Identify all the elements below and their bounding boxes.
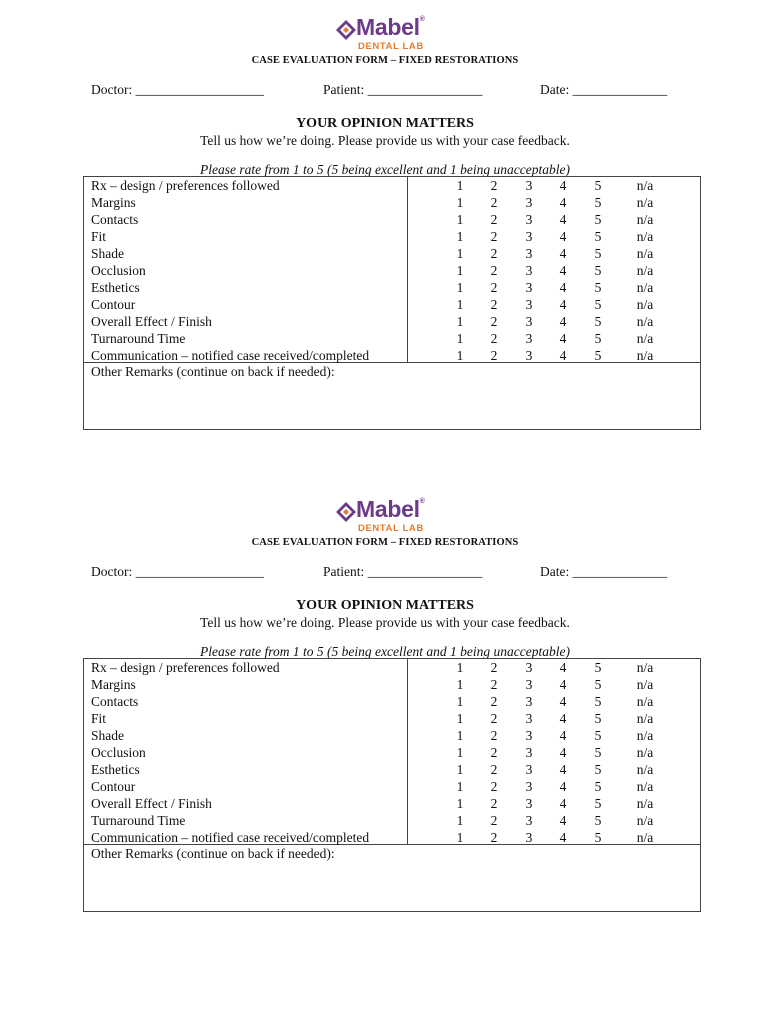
- logo-subtitle: DENTAL LAB: [358, 41, 424, 52]
- rating-option-1[interactable]: 1: [456, 694, 464, 709]
- logo-name: Mabel: [356, 14, 420, 40]
- rating-row: [84, 659, 700, 676]
- rating-option-1[interactable]: 1: [456, 178, 464, 193]
- rating-option-5[interactable]: 5: [594, 779, 602, 794]
- rating-option-na[interactable]: n/a: [636, 246, 654, 261]
- rating-row: [84, 228, 700, 245]
- form-title: CASE EVALUATION FORM – FIXED RESTORATIONS: [251, 537, 519, 548]
- rating-option-1[interactable]: 1: [456, 263, 464, 278]
- rating-option-4[interactable]: 4: [559, 677, 567, 692]
- criterion-label: Margins: [91, 677, 136, 692]
- rating-option-2[interactable]: 2: [490, 745, 498, 760]
- rating-option-1[interactable]: 1: [456, 711, 464, 726]
- rating-row: [84, 296, 700, 313]
- rating-option-1[interactable]: 1: [456, 660, 464, 675]
- criterion-label: Overall Effect / Finish: [91, 796, 212, 811]
- rating-option-na[interactable]: n/a: [636, 728, 654, 743]
- rating-option-5[interactable]: 5: [594, 796, 602, 811]
- rating-option-5[interactable]: 5: [594, 263, 602, 278]
- rating-row: [84, 262, 700, 279]
- criterion-label: Margins: [91, 195, 136, 210]
- rating-option-4[interactable]: 4: [559, 297, 567, 312]
- rating-option-2[interactable]: 2: [490, 195, 498, 210]
- rating-row: [84, 313, 700, 330]
- rating-row: [84, 330, 700, 347]
- rating-option-3[interactable]: 3: [525, 660, 533, 675]
- rating-option-2[interactable]: 2: [490, 660, 498, 675]
- rating-option-na[interactable]: n/a: [636, 660, 654, 675]
- criterion-label: Contour: [91, 297, 136, 312]
- rating-option-5[interactable]: 5: [594, 813, 602, 828]
- rating-option-1[interactable]: 1: [456, 745, 464, 760]
- mabel-logo: [335, 16, 435, 56]
- rating-row: [84, 245, 700, 262]
- rating-option-4[interactable]: 4: [559, 779, 567, 794]
- date-field[interactable]: Date: ______________: [540, 82, 668, 97]
- criterion-label: Occlusion: [91, 263, 146, 278]
- rating-option-2[interactable]: 2: [490, 263, 498, 278]
- headline: YOUR OPINION MATTERS: [296, 598, 474, 613]
- rating-option-na[interactable]: n/a: [636, 229, 654, 244]
- rating-option-5[interactable]: 5: [594, 677, 602, 692]
- rating-option-4[interactable]: 4: [559, 280, 567, 295]
- rating-option-4[interactable]: 4: [559, 762, 567, 777]
- criterion-label: Contour: [91, 779, 136, 794]
- rating-option-1[interactable]: 1: [456, 348, 464, 363]
- mabel-logo: [335, 498, 435, 538]
- tooth-diamond-icon: [335, 19, 357, 41]
- rating-option-4[interactable]: 4: [559, 796, 567, 811]
- rating-option-3[interactable]: 3: [525, 314, 533, 329]
- rating-option-1[interactable]: 1: [456, 830, 464, 845]
- rating-option-1[interactable]: 1: [456, 728, 464, 743]
- criterion-label: Turnaround Time: [91, 813, 186, 828]
- rating-option-5[interactable]: 5: [594, 280, 602, 295]
- criterion-label: Communication – notified case received/completed: [91, 830, 370, 845]
- logo-subtitle: DENTAL LAB: [358, 523, 424, 534]
- rating-option-4[interactable]: 4: [559, 314, 567, 329]
- rating-option-1[interactable]: 1: [456, 280, 464, 295]
- rating-option-na[interactable]: n/a: [636, 348, 654, 363]
- rating-option-2[interactable]: 2: [490, 813, 498, 828]
- rating-row: [84, 676, 700, 693]
- rating-option-3[interactable]: 3: [525, 796, 533, 811]
- rating-option-1[interactable]: 1: [456, 229, 464, 244]
- rating-option-4[interactable]: 4: [559, 728, 567, 743]
- rating-option-3[interactable]: 3: [525, 195, 533, 210]
- rating-row: [84, 744, 700, 761]
- rating-option-5[interactable]: 5: [594, 660, 602, 675]
- rating-option-4[interactable]: 4: [559, 331, 567, 346]
- rating-table: [83, 658, 701, 912]
- rating-option-3[interactable]: 3: [525, 694, 533, 709]
- rating-row: [84, 211, 700, 228]
- rating-row: [84, 761, 700, 778]
- rating-option-na[interactable]: n/a: [636, 762, 654, 777]
- criterion-label: Fit: [91, 711, 107, 726]
- rating-option-na[interactable]: n/a: [636, 297, 654, 312]
- rating-option-3[interactable]: 3: [525, 711, 533, 726]
- rating-option-2[interactable]: 2: [490, 229, 498, 244]
- rating-instructions: Please rate from 1 to 5 (5 being excellent and 1 being unacceptable): [200, 644, 570, 659]
- rating-option-2[interactable]: 2: [490, 314, 498, 329]
- rating-option-na[interactable]: n/a: [636, 331, 654, 346]
- rating-option-4[interactable]: 4: [559, 212, 567, 227]
- rating-row: [84, 279, 700, 296]
- rating-option-5[interactable]: 5: [594, 711, 602, 726]
- rating-option-4[interactable]: 4: [559, 830, 567, 845]
- rating-option-na[interactable]: n/a: [636, 830, 654, 845]
- registered-mark: ®: [419, 498, 425, 505]
- rating-option-5[interactable]: 5: [594, 195, 602, 210]
- rating-option-3[interactable]: 3: [525, 331, 533, 346]
- rating-option-5[interactable]: 5: [594, 178, 602, 193]
- rating-option-2[interactable]: 2: [490, 694, 498, 709]
- rating-option-2[interactable]: 2: [490, 830, 498, 845]
- criterion-label: Fit: [91, 229, 107, 244]
- rating-option-3[interactable]: 3: [525, 246, 533, 261]
- rating-option-4[interactable]: 4: [559, 660, 567, 675]
- rating-row: [84, 727, 700, 744]
- criterion-label: Esthetics: [91, 280, 140, 295]
- rating-option-4[interactable]: 4: [559, 813, 567, 828]
- criterion-label: Overall Effect / Finish: [91, 314, 212, 329]
- rating-option-2[interactable]: 2: [490, 796, 498, 811]
- rating-option-5[interactable]: 5: [594, 728, 602, 743]
- rating-option-3[interactable]: 3: [525, 762, 533, 777]
- rating-option-5[interactable]: 5: [594, 229, 602, 244]
- rating-option-3[interactable]: 3: [525, 813, 533, 828]
- rating-option-3[interactable]: 3: [525, 728, 533, 743]
- rating-option-na[interactable]: n/a: [636, 677, 654, 692]
- rating-option-1[interactable]: 1: [456, 246, 464, 261]
- rating-instructions: Please rate from 1 to 5 (5 being excellent and 1 being unacceptable): [200, 162, 570, 177]
- criterion-label: Rx – design / preferences followed: [91, 178, 280, 193]
- rating-row: [84, 795, 700, 812]
- rating-option-1[interactable]: 1: [456, 813, 464, 828]
- rating-option-na[interactable]: n/a: [636, 813, 654, 828]
- patient-field[interactable]: Patient: _________________: [323, 82, 483, 97]
- logo-name: Mabel: [356, 496, 420, 522]
- rating-option-1[interactable]: 1: [456, 677, 464, 692]
- rating-option-3[interactable]: 3: [525, 178, 533, 193]
- rating-option-5[interactable]: 5: [594, 246, 602, 261]
- tooth-diamond-icon: [335, 501, 357, 523]
- rating-option-3[interactable]: 3: [525, 263, 533, 278]
- criterion-label: Shade: [91, 246, 124, 261]
- rating-option-5[interactable]: 5: [594, 314, 602, 329]
- rating-option-5[interactable]: 5: [594, 212, 602, 227]
- doctor-field[interactable]: Doctor: ___________________: [91, 82, 264, 97]
- rating-table: [83, 176, 701, 430]
- patient-field[interactable]: Patient: _________________: [323, 564, 483, 579]
- registered-mark: ®: [419, 16, 425, 23]
- rating-option-2[interactable]: 2: [490, 348, 498, 363]
- rating-option-na[interactable]: n/a: [636, 195, 654, 210]
- date-field[interactable]: Date: ______________: [540, 564, 668, 579]
- rating-option-4[interactable]: 4: [559, 745, 567, 760]
- rating-option-1[interactable]: 1: [456, 796, 464, 811]
- rating-row: [84, 778, 700, 795]
- rating-option-na[interactable]: n/a: [636, 212, 654, 227]
- rating-option-5[interactable]: 5: [594, 331, 602, 346]
- rating-option-2[interactable]: 2: [490, 331, 498, 346]
- rating-option-2[interactable]: 2: [490, 246, 498, 261]
- rating-option-na[interactable]: n/a: [636, 263, 654, 278]
- rating-option-4[interactable]: 4: [559, 694, 567, 709]
- rating-option-3[interactable]: 3: [525, 280, 533, 295]
- rating-option-na[interactable]: n/a: [636, 314, 654, 329]
- rating-option-1[interactable]: 1: [456, 195, 464, 210]
- form-title: CASE EVALUATION FORM – FIXED RESTORATIONS: [251, 55, 519, 66]
- rating-row: [84, 829, 700, 846]
- rating-option-2[interactable]: 2: [490, 728, 498, 743]
- rating-option-2[interactable]: 2: [490, 779, 498, 794]
- subheadline: Tell us how we’re doing. Please provide us with your case feedback.: [200, 615, 570, 630]
- rating-row: [84, 194, 700, 211]
- rating-option-na[interactable]: n/a: [636, 796, 654, 811]
- rating-option-2[interactable]: 2: [490, 711, 498, 726]
- evaluation-form-1: [0, 12, 770, 452]
- subheadline: Tell us how we’re doing. Please provide us with your case feedback.: [200, 133, 570, 148]
- headline: YOUR OPINION MATTERS: [296, 116, 474, 131]
- rating-option-1[interactable]: 1: [456, 762, 464, 777]
- rating-option-5[interactable]: 5: [594, 830, 602, 845]
- rating-row: [84, 693, 700, 710]
- criterion-label: Communication – notified case received/completed: [91, 348, 370, 363]
- rating-option-4[interactable]: 4: [559, 711, 567, 726]
- criterion-label: Rx – design / preferences followed: [91, 660, 280, 675]
- rating-option-na[interactable]: n/a: [636, 711, 654, 726]
- rating-option-3[interactable]: 3: [525, 229, 533, 244]
- criterion-label: Turnaround Time: [91, 331, 186, 346]
- rating-option-5[interactable]: 5: [594, 348, 602, 363]
- rating-option-5[interactable]: 5: [594, 297, 602, 312]
- rating-option-3[interactable]: 3: [525, 677, 533, 692]
- rating-option-2[interactable]: 2: [490, 178, 498, 193]
- evaluation-form-2: [0, 494, 770, 934]
- rating-option-na[interactable]: n/a: [636, 280, 654, 295]
- criterion-label: Contacts: [91, 212, 139, 227]
- rating-option-4[interactable]: 4: [559, 348, 567, 363]
- rating-option-5[interactable]: 5: [594, 694, 602, 709]
- rating-option-2[interactable]: 2: [490, 677, 498, 692]
- rating-option-4[interactable]: 4: [559, 178, 567, 193]
- rating-option-1[interactable]: 1: [456, 314, 464, 329]
- rating-option-4[interactable]: 4: [559, 229, 567, 244]
- rating-option-3[interactable]: 3: [525, 297, 533, 312]
- rating-option-1[interactable]: 1: [456, 779, 464, 794]
- rating-option-2[interactable]: 2: [490, 297, 498, 312]
- criterion-label: Esthetics: [91, 762, 140, 777]
- rating-option-3[interactable]: 3: [525, 348, 533, 363]
- rating-option-2[interactable]: 2: [490, 280, 498, 295]
- rating-option-3[interactable]: 3: [525, 779, 533, 794]
- rating-option-1[interactable]: 1: [456, 212, 464, 227]
- rating-option-1[interactable]: 1: [456, 331, 464, 346]
- rating-row: [84, 177, 700, 194]
- rating-row: [84, 710, 700, 727]
- criterion-label: Occlusion: [91, 745, 146, 760]
- rating-option-5[interactable]: 5: [594, 745, 602, 760]
- rating-option-2[interactable]: 2: [490, 762, 498, 777]
- criterion-label: Contacts: [91, 694, 139, 709]
- rating-option-3[interactable]: 3: [525, 212, 533, 227]
- rating-row: [84, 347, 700, 364]
- criterion-label: Shade: [91, 728, 124, 743]
- rating-option-4[interactable]: 4: [559, 246, 567, 261]
- doctor-field[interactable]: Doctor: ___________________: [91, 564, 264, 579]
- remarks-label[interactable]: Other Remarks (continue on back if needed):: [91, 846, 335, 861]
- rating-option-5[interactable]: 5: [594, 762, 602, 777]
- rating-option-na[interactable]: n/a: [636, 779, 654, 794]
- remarks-label[interactable]: Other Remarks (continue on back if needed):: [91, 364, 335, 379]
- rating-option-2[interactable]: 2: [490, 212, 498, 227]
- rating-option-na[interactable]: n/a: [636, 694, 654, 709]
- rating-row: [84, 812, 700, 829]
- rating-option-na[interactable]: n/a: [636, 178, 654, 193]
- rating-option-3[interactable]: 3: [525, 830, 533, 845]
- rating-option-3[interactable]: 3: [525, 745, 533, 760]
- rating-option-1[interactable]: 1: [456, 297, 464, 312]
- rating-option-4[interactable]: 4: [559, 195, 567, 210]
- rating-option-4[interactable]: 4: [559, 263, 567, 278]
- rating-option-na[interactable]: n/a: [636, 745, 654, 760]
